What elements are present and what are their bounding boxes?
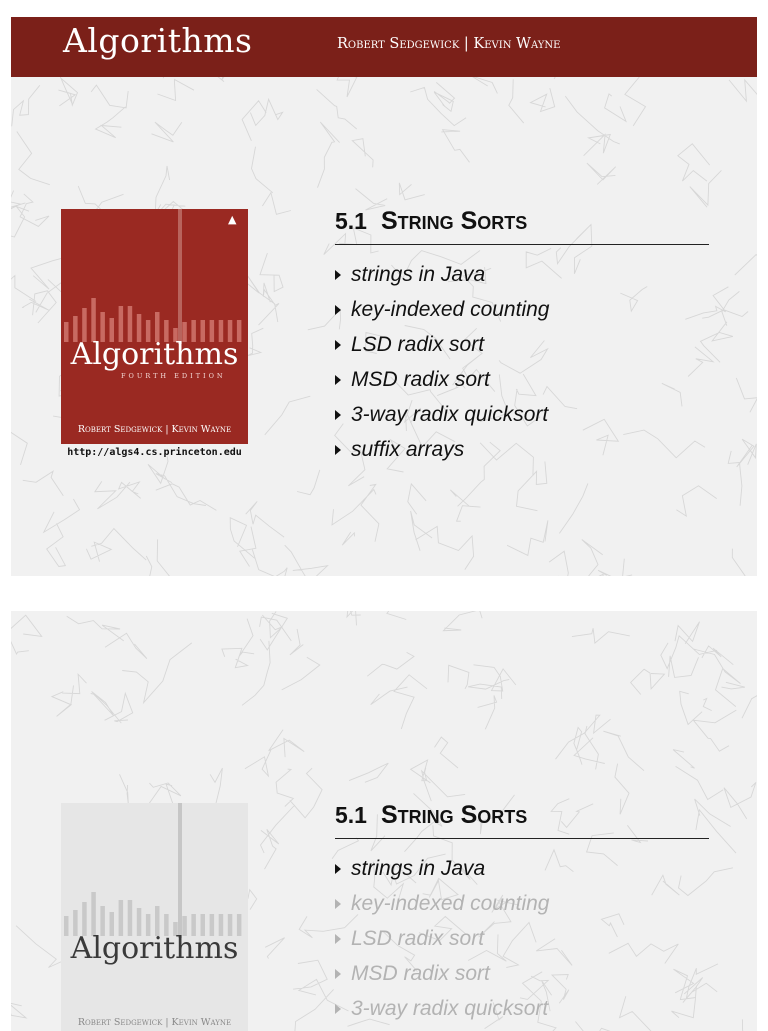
bullet-triangle-icon [335,305,341,315]
book-url: http://algs4.cs.princeton.edu [67,447,242,458]
book-cover-faded [61,803,248,1031]
publisher-logo-icon: ▲ [228,213,237,226]
bullet-triangle-icon [335,864,341,874]
list-item [335,855,549,890]
bullet-triangle-icon [335,969,341,979]
section-heading [335,801,709,839]
topic-label: 3-way radix quicksort [351,403,549,426]
cover-authors: Robert Sedgewick | Kevin Wayne [77,424,232,435]
topic-label: strings in Java [351,857,486,880]
cover-authors: Robert Sedgewick | Kevin Wayne [77,1017,232,1028]
list-item [335,331,549,366]
cover-edition: FOURTH EDITION [121,372,226,380]
list-item [335,261,549,296]
title-slide [11,17,757,576]
topic-label: LSD radix sort [351,927,485,950]
bullet-triangle-icon [335,445,341,455]
section-number: 5.1 [335,802,367,828]
bullet-triangle-icon [335,375,341,385]
topic-list [335,855,549,1030]
list-item [335,366,549,401]
cover-title: Algorithms [70,337,239,372]
outline-slide [11,611,757,1031]
list-item [335,436,549,471]
list-item [335,995,549,1030]
section-number: 5.1 [335,208,367,234]
topic-label: MSD radix sort [351,962,490,985]
list-item [335,890,549,925]
section-title: String Sorts [380,801,528,829]
list-item [335,925,549,960]
cover-title: Algorithms [70,931,239,966]
topic-label: suffix arrays [351,438,465,461]
list-item [335,960,549,995]
bullet-triangle-icon [335,899,341,909]
list-item [335,296,549,331]
bullet-triangle-icon [335,1004,341,1014]
cover-bar [91,298,96,342]
topic-label: key-indexed counting [351,298,550,321]
bullet-triangle-icon [335,934,341,944]
cover-bar [91,892,96,936]
topic-label: 3-way radix quicksort [351,997,549,1020]
bullet-triangle-icon [335,410,341,420]
topic-label: LSD radix sort [351,333,485,356]
banner-authors: Robert Sedgewick | Kevin Wayne [337,36,561,52]
topic-label: key-indexed counting [351,892,550,915]
topic-list [335,261,549,471]
section-title: String Sorts [380,207,528,235]
topic-label: MSD radix sort [351,368,490,391]
bullet-triangle-icon [335,270,341,280]
course-banner [11,17,757,77]
topic-label: strings in Java [351,263,486,286]
section-heading [335,207,709,245]
bullet-triangle-icon [335,340,341,350]
banner-title: Algorithms [63,21,253,60]
book-cover [61,209,248,444]
list-item [335,401,549,436]
